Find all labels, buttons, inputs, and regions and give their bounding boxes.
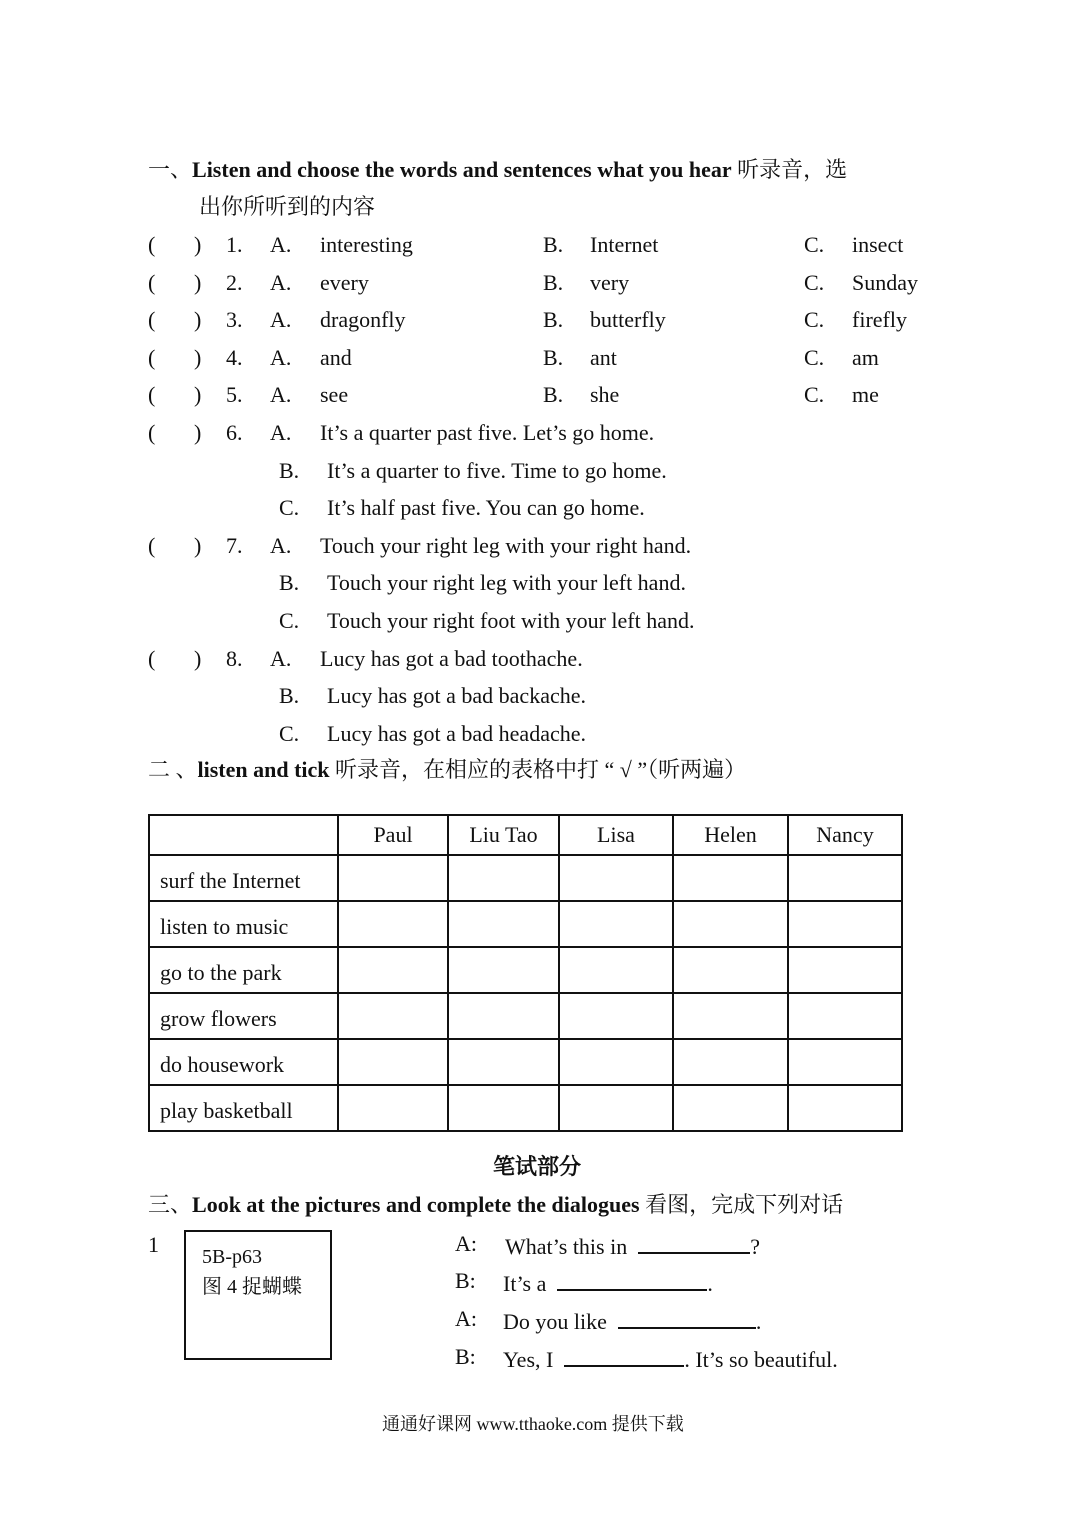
answer-paren-open[interactable]: ( xyxy=(148,232,156,257)
written-part-title: 笔试部分 xyxy=(493,1154,582,1179)
option-c-label: C. xyxy=(804,307,825,332)
footer: 通通好课网 www.tthaoke.com 提供下载 xyxy=(382,1414,684,1434)
option-b-label: B. xyxy=(543,382,564,407)
answer-paren-open[interactable]: ( xyxy=(148,420,156,445)
option-a-label: A. xyxy=(270,420,292,445)
answer-paren-open[interactable]: ( xyxy=(148,270,156,295)
activity-label: play basketball xyxy=(149,1085,338,1131)
tick-cell[interactable] xyxy=(559,993,673,1039)
option-a-label: A. xyxy=(270,345,292,370)
option-b: very xyxy=(590,270,630,295)
dialogue-number: 1 xyxy=(148,1232,159,1257)
option-c: It’s half past five. You can go home. xyxy=(327,495,645,520)
option-a: Touch your right leg with your right hand. xyxy=(320,533,692,558)
tick-table xyxy=(148,814,903,1132)
section1-number: 一、 xyxy=(148,157,193,182)
option-a: and xyxy=(320,345,352,370)
section2-title-en: listen and tick xyxy=(197,757,330,782)
tick-cell[interactable] xyxy=(673,1039,788,1085)
section1-title-cn: 听录音，选 xyxy=(737,157,848,182)
dialogue-line xyxy=(455,1343,838,1372)
table-row xyxy=(149,1039,902,1085)
option-c: Sunday xyxy=(852,270,918,295)
option-c: Touch your right foot with your left hand. xyxy=(327,608,695,633)
tick-cell[interactable] xyxy=(448,855,559,901)
option-b: she xyxy=(590,382,620,407)
option-b: It’s a quarter to five. Time to go home. xyxy=(327,458,667,483)
option-b: butterfly xyxy=(590,307,666,332)
option-c-label: C. xyxy=(279,495,300,520)
answer-blank[interactable] xyxy=(557,1267,707,1291)
table-corner-cell xyxy=(149,815,338,855)
column-header: Helen xyxy=(673,815,788,855)
answer-paren-open[interactable]: ( xyxy=(148,533,156,558)
picture-ref: 5B-p63 xyxy=(202,1246,262,1268)
section1-heading xyxy=(148,156,847,184)
column-header: Liu Tao xyxy=(448,815,559,855)
answer-paren-close[interactable]: ) xyxy=(194,307,202,332)
option-b: Touch your right leg with your left hand. xyxy=(327,570,686,595)
answer-blank[interactable] xyxy=(638,1230,750,1254)
option-b-label: B. xyxy=(543,307,564,332)
option-c: firefly xyxy=(852,307,907,332)
table-row xyxy=(149,1085,902,1131)
tick-cell[interactable] xyxy=(673,993,788,1039)
section2-title-cn: 听录音，在相应的表格中打 “ √ ”（听两遍） xyxy=(335,757,747,782)
tick-cell[interactable] xyxy=(448,993,559,1039)
option-b-label: B. xyxy=(279,458,300,483)
activity-label: grow flowers xyxy=(149,993,338,1039)
section1-title-en: Listen and choose the words and sentences what you hear xyxy=(192,157,732,182)
option-c-label: C. xyxy=(804,382,825,407)
section2-number: 二 、 xyxy=(148,757,198,782)
dialogue-text: It’s a xyxy=(503,1271,547,1296)
tick-cell[interactable] xyxy=(673,1085,788,1131)
option-a: dragonfly xyxy=(320,307,406,332)
dialogue-text: Do you like xyxy=(503,1309,607,1334)
option-c: insect xyxy=(852,232,904,257)
tick-cell[interactable] xyxy=(673,901,788,947)
answer-blank[interactable] xyxy=(564,1343,684,1367)
speaker: A: xyxy=(455,1231,477,1256)
tick-cell[interactable] xyxy=(448,1039,559,1085)
option-b-label: B. xyxy=(543,345,564,370)
tick-cell[interactable] xyxy=(559,855,673,901)
option-a: interesting xyxy=(320,232,413,257)
section3-number: 三、 xyxy=(148,1192,193,1217)
question-number: 1. xyxy=(226,232,243,257)
dialogue-line xyxy=(455,1305,762,1334)
dialogue-text: Yes, I xyxy=(503,1347,554,1372)
column-header: Lisa xyxy=(559,815,673,855)
section3-heading xyxy=(148,1191,843,1219)
answer-paren-open[interactable]: ( xyxy=(148,382,156,407)
section2-heading xyxy=(148,756,746,784)
tick-cell[interactable] xyxy=(788,1039,902,1085)
answer-blank[interactable] xyxy=(618,1305,756,1329)
answer-paren-close[interactable]: ) xyxy=(194,232,202,257)
activity-label: do housework xyxy=(149,1039,338,1085)
column-header: Paul xyxy=(338,815,448,855)
dialogue-text-end: . xyxy=(707,1271,713,1296)
tick-cell[interactable] xyxy=(338,947,448,993)
tick-cell[interactable] xyxy=(448,901,559,947)
tick-cell[interactable] xyxy=(788,947,902,993)
dialogue-line xyxy=(455,1230,760,1259)
question-number: 4. xyxy=(226,345,243,370)
option-c-label: C. xyxy=(279,608,300,633)
option-a: It’s a quarter past five. Let’s go home. xyxy=(320,420,655,445)
option-a-label: A. xyxy=(270,270,292,295)
option-a-label: A. xyxy=(270,382,292,407)
answer-paren-open[interactable]: ( xyxy=(148,307,156,332)
tick-cell[interactable] xyxy=(559,1085,673,1131)
picture-placeholder xyxy=(184,1230,332,1360)
option-a-label: A. xyxy=(270,232,292,257)
option-b: Lucy has got a bad backache. xyxy=(327,683,586,708)
dialogue-text-end: . It’s so beautiful. xyxy=(684,1347,838,1372)
tick-cell[interactable] xyxy=(338,1085,448,1131)
option-c-label: C. xyxy=(804,345,825,370)
question-number: 5. xyxy=(226,382,243,407)
activity-label: listen to music xyxy=(149,901,338,947)
option-a: every xyxy=(320,270,369,295)
option-a-label: A. xyxy=(270,533,292,558)
option-b-label: B. xyxy=(543,270,564,295)
table-row xyxy=(149,993,902,1039)
picture-caption: 图 4 捉蝴蝶 xyxy=(202,1276,302,1298)
option-a-label: A. xyxy=(270,646,292,671)
answer-paren-open[interactable]: ( xyxy=(148,646,156,671)
answer-paren-open[interactable]: ( xyxy=(148,345,156,370)
section3-title-en: Look at the pictures and complete the dialogues xyxy=(192,1192,640,1217)
table-row xyxy=(149,855,902,901)
question-number: 3. xyxy=(226,307,243,332)
option-c: am xyxy=(852,345,879,370)
dialogue-line xyxy=(455,1267,713,1296)
tick-cell[interactable] xyxy=(448,947,559,993)
option-c-label: C. xyxy=(804,232,825,257)
answer-paren-close[interactable]: ) xyxy=(194,533,202,558)
answer-paren-close[interactable]: ) xyxy=(194,420,202,445)
speaker: A: xyxy=(455,1306,477,1331)
question-number: 7. xyxy=(226,533,243,558)
option-c: Lucy has got a bad headache. xyxy=(327,721,586,746)
option-b: Internet xyxy=(590,232,659,257)
table-row xyxy=(149,947,902,993)
table-row xyxy=(149,901,902,947)
option-a: see xyxy=(320,382,349,407)
option-a-label: A. xyxy=(270,307,292,332)
section1-heading-cont: 出你所听到的内容 xyxy=(199,194,376,219)
option-b-label: B. xyxy=(279,570,300,595)
option-b-label: B. xyxy=(543,232,564,257)
option-c-label: C. xyxy=(804,270,825,295)
option-c-label: C. xyxy=(279,721,300,746)
table-header-row xyxy=(149,815,902,855)
question-number: 8. xyxy=(226,646,243,671)
tick-cell[interactable] xyxy=(673,947,788,993)
activity-label: surf the Internet xyxy=(149,855,338,901)
tick-cell[interactable] xyxy=(559,947,673,993)
option-a: Lucy has got a bad toothache. xyxy=(320,646,583,671)
tick-cell[interactable] xyxy=(673,855,788,901)
answer-paren-close[interactable]: ) xyxy=(194,646,202,671)
option-c: me xyxy=(852,382,879,407)
tick-cell[interactable] xyxy=(788,993,902,1039)
tick-cell[interactable] xyxy=(338,855,448,901)
answer-paren-close[interactable]: ) xyxy=(194,345,202,370)
dialogue-text-end: ? xyxy=(750,1234,760,1259)
tick-cell[interactable] xyxy=(338,993,448,1039)
tick-cell[interactable] xyxy=(559,1039,673,1085)
tick-cell[interactable] xyxy=(448,1085,559,1131)
dialogue-text-end: . xyxy=(755,1309,762,1334)
speaker: B: xyxy=(455,1268,476,1293)
question-number: 6. xyxy=(226,420,243,445)
tick-cell[interactable] xyxy=(338,1039,448,1085)
tick-cell[interactable] xyxy=(338,901,448,947)
section3-title-cn: 看图，完成下列对话 xyxy=(645,1192,844,1217)
dialogue-text: What’s this in xyxy=(505,1234,628,1259)
tick-cell[interactable] xyxy=(559,901,673,947)
answer-paren-close[interactable]: ) xyxy=(194,382,202,407)
question-number: 2. xyxy=(226,270,243,295)
tick-cell[interactable] xyxy=(788,901,902,947)
activity-label: go to the park xyxy=(149,947,338,993)
tick-cell[interactable] xyxy=(788,855,902,901)
option-b-label: B. xyxy=(279,683,300,708)
answer-paren-close[interactable]: ) xyxy=(194,270,202,295)
tick-cell[interactable] xyxy=(788,1085,902,1131)
speaker: B: xyxy=(455,1344,476,1369)
option-b: ant xyxy=(590,345,617,370)
column-header: Nancy xyxy=(788,815,902,855)
